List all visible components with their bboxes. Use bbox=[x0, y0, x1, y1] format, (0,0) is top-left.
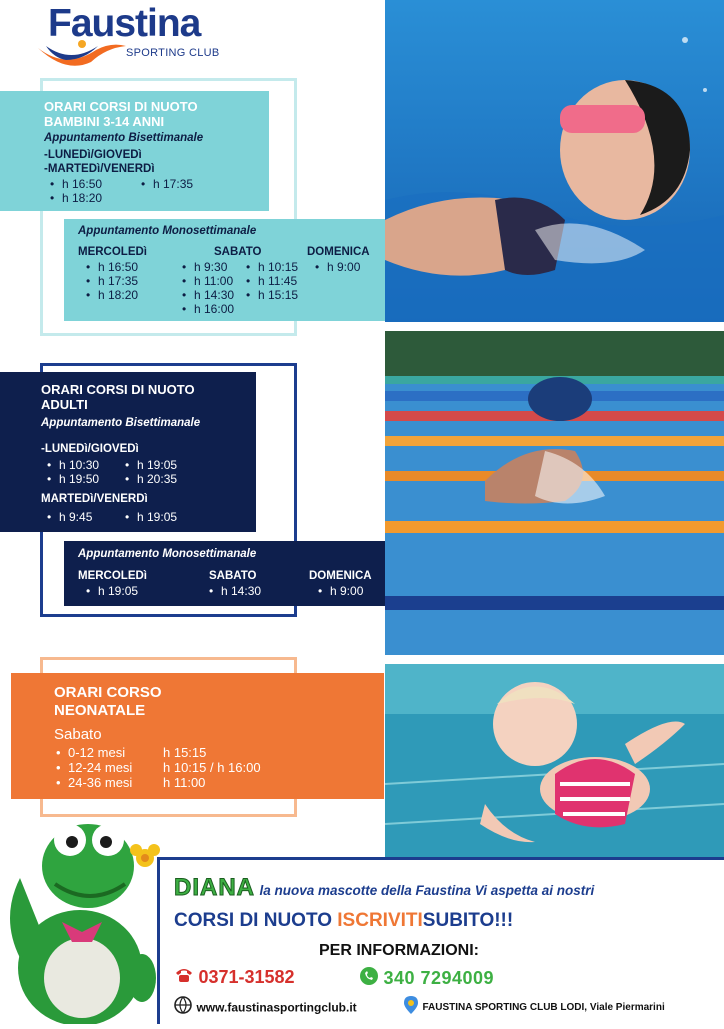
kids-bi-time: • h 16:50 bbox=[50, 177, 102, 191]
whatsapp-icon bbox=[359, 966, 379, 991]
adults-mercoledi-label: MERCOLEDì bbox=[78, 570, 147, 582]
kids-bisettimanale-box bbox=[0, 91, 269, 211]
kids-swimming-photo bbox=[385, 0, 724, 322]
adults-day1-time: • h 10:30 bbox=[47, 458, 99, 472]
kids-bi-time: • h 17:35 bbox=[141, 177, 193, 191]
baby-row: • 0-12 mesi h 15:15 bbox=[56, 746, 206, 760]
mascot-name: DIANA bbox=[174, 874, 255, 901]
baby-row: • 24-36 mesi h 11:00 bbox=[56, 776, 205, 790]
adults-sabato-time: • h 14:30 bbox=[209, 584, 261, 598]
kids-mercoledi-time: • h 16:50 bbox=[86, 260, 138, 274]
kids-sabato-time: • h 14:30 bbox=[182, 288, 234, 302]
kids-mono-label: Appuntamento Monosettimanale bbox=[78, 225, 257, 237]
adults-day1: -LUNEDì/GIOVEDì bbox=[41, 443, 139, 455]
phone-number[interactable]: 0371-31582 bbox=[198, 967, 295, 987]
cta-corsi: CORSI DI NUOTO bbox=[174, 910, 332, 931]
cta-iscriviti: ISCRIVITI bbox=[337, 910, 423, 931]
kids-day1: -LUNEDì/GIOVEDì bbox=[44, 149, 142, 161]
kids-bi-time: • h 18:20 bbox=[50, 191, 102, 205]
adults-domenica-label: DOMENICA bbox=[309, 570, 372, 582]
kids-mercoledi-label: MERCOLEDì bbox=[78, 246, 147, 258]
adults-sabato-label: SABATO bbox=[209, 570, 257, 582]
kids-sabato-time: • h 16:00 bbox=[182, 302, 234, 316]
kids-sabato-label: SABATO bbox=[214, 246, 262, 258]
baby-box bbox=[11, 673, 384, 799]
mascot-text: la nuova mascotte della Faustina Vi aspetta ai nostri bbox=[259, 883, 595, 898]
baby-day: Sabato bbox=[54, 726, 102, 743]
kids-domenica-label: DOMENICA bbox=[307, 246, 370, 258]
adults-domenica-time: • h 9:00 bbox=[318, 584, 363, 598]
address-text: FAUSTINA SPORTING CLUB LODI, Viale Piermarini bbox=[422, 1002, 665, 1013]
whatsapp-number[interactable]: 340 7294009 bbox=[383, 968, 495, 988]
adults-bisettimanale-box bbox=[0, 372, 256, 532]
whatsapp-row bbox=[359, 966, 494, 991]
mascot-frog-icon bbox=[0, 818, 160, 1029]
adults-day2: MARTEDì/VENERDì bbox=[41, 493, 148, 505]
kids-sabato-time: • h 15:15 bbox=[246, 288, 298, 302]
website-row bbox=[174, 996, 357, 1019]
phone-icon bbox=[174, 967, 194, 988]
adults-bi-label: Appuntamento Bisettimanale bbox=[41, 417, 201, 429]
adults-day1-time: • h 20:35 bbox=[125, 472, 177, 486]
adults-day2-time: • h 19:05 bbox=[125, 510, 177, 524]
adults-day1-time: • h 19:50 bbox=[47, 472, 99, 486]
kids-monosettimanale-box bbox=[64, 219, 385, 321]
kids-mercoledi-time: • h 18:20 bbox=[86, 288, 138, 302]
kids-bi-label: Appuntamento Bisettimanale bbox=[44, 132, 204, 144]
adults-title: ORARI CORSI DI NUOTO ADULTI bbox=[41, 382, 195, 412]
brand-name: Faustina bbox=[48, 2, 201, 45]
kids-sabato-time: • h 10:15 bbox=[246, 260, 298, 274]
kids-sabato-time: • h 9:30 bbox=[182, 260, 227, 274]
mascot-line bbox=[174, 874, 594, 902]
website-link[interactable]: www.faustinasportingclub.it bbox=[196, 1000, 357, 1015]
map-pin-icon bbox=[404, 996, 418, 1019]
address-row bbox=[404, 996, 665, 1019]
cta-subito: SUBITO!!! bbox=[422, 910, 514, 931]
adults-day2-time: • h 9:45 bbox=[47, 510, 92, 524]
adults-day1-time: • h 19:05 bbox=[125, 458, 177, 472]
adults-mercoledi-time: • h 19:05 bbox=[86, 584, 138, 598]
brand-tagline: SPORTING CLUB bbox=[126, 47, 220, 59]
adults-mono-label: Appuntamento Monosettimanale bbox=[78, 548, 257, 560]
adults-monosettimanale-box bbox=[64, 541, 385, 606]
phone-row bbox=[174, 967, 295, 988]
baby-row: • 12-24 mesi h 10:15 / h 16:00 bbox=[56, 761, 261, 775]
baby-title: ORARI CORSO NEONATALE bbox=[54, 684, 162, 719]
adults-swimming-photo bbox=[385, 331, 724, 655]
kids-title: ORARI CORSI DI NUOTO BAMBINI 3-14 ANNI bbox=[44, 99, 198, 129]
kids-sabato-time: • h 11:00 bbox=[182, 274, 233, 288]
kids-sabato-time: • h 11:45 bbox=[246, 274, 297, 288]
kids-mercoledi-time: • h 17:35 bbox=[86, 274, 138, 288]
globe-icon bbox=[174, 996, 192, 1019]
baby-swimming-photo bbox=[385, 664, 724, 858]
info-label: PER INFORMAZIONI: bbox=[319, 942, 479, 959]
cta-line bbox=[174, 910, 513, 932]
kids-day2: -MARTEDì/VENERDì bbox=[44, 163, 155, 175]
kids-domenica-time: • h 9:00 bbox=[315, 260, 360, 274]
